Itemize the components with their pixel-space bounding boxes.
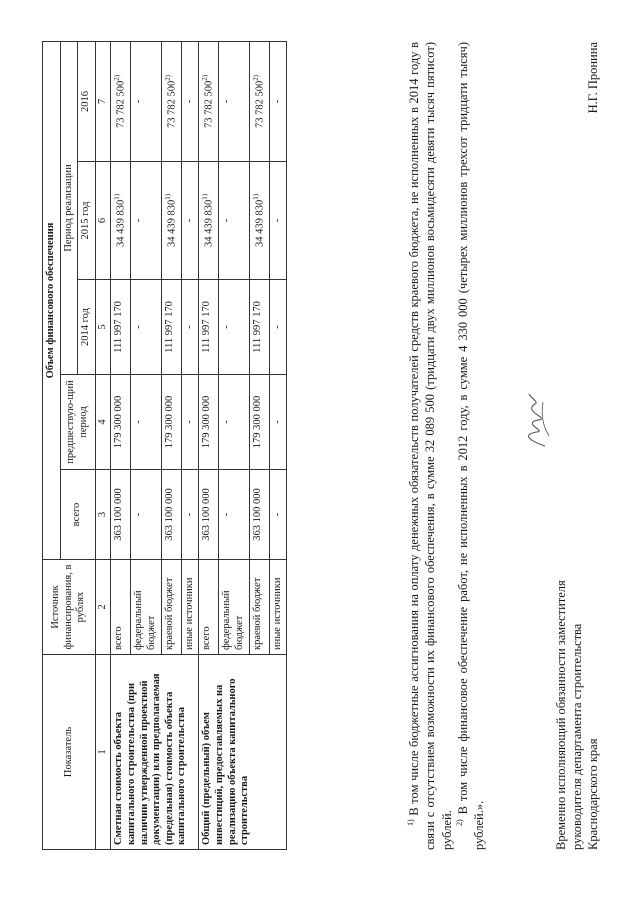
value-cell-y2014 bbox=[199, 280, 219, 375]
header-period: Период реализации bbox=[60, 41, 78, 374]
signature-block bbox=[553, 42, 601, 850]
index-cell: 1 bbox=[95, 655, 111, 850]
value-cell-previous bbox=[219, 375, 249, 470]
header-2014: 2014 год bbox=[78, 280, 96, 375]
value-cell-y2015 bbox=[199, 162, 219, 280]
footnote-mark: 2) bbox=[454, 819, 464, 826]
header-source: Источник финансирования, в рублях bbox=[43, 560, 96, 655]
value-text: - bbox=[271, 99, 283, 104]
value-text: - bbox=[183, 420, 195, 424]
header-volume: Объем финансового обеспечения bbox=[43, 41, 61, 559]
value-text: - bbox=[133, 512, 145, 517]
footnote-text: В том числе финансовое обеспечение работ, не исполненных в 2012 году, в сумме 4 330 000 (четырех миллионов трехсот тридцати тысяч) рублей.». bbox=[456, 42, 487, 850]
value-cell-y2016 bbox=[111, 41, 131, 161]
value-text: - bbox=[221, 325, 233, 329]
column-index-row bbox=[95, 41, 111, 849]
value-text: 111 997 170 bbox=[251, 301, 263, 353]
footnote-text: В том числе бюджетные ассигнования на оплату денежных обязательств получателей средств краевого бюджета, не исполненных в 2014 году в связи с отсутствием возможности их финансового обеспечения, в сумме 32 089 500 (тридцати двух миллионов восьмидесяти девяти тысяч пятисот) рублей. bbox=[407, 42, 454, 850]
value-text: 73 782 500 bbox=[254, 80, 266, 129]
footnote-ref: 1) bbox=[201, 193, 210, 200]
header-2016: 2016 bbox=[78, 41, 96, 161]
table-row bbox=[111, 41, 131, 849]
value-cell-total bbox=[249, 470, 269, 560]
footnote-ref: 1) bbox=[163, 193, 172, 200]
value-cell-y2016 bbox=[249, 41, 269, 161]
footnote-ref: 2) bbox=[251, 74, 260, 81]
index-cell: 4 bbox=[95, 375, 111, 470]
value-text: - bbox=[183, 218, 195, 223]
value-cell-y2016 bbox=[219, 41, 249, 161]
value-cell-y2015 bbox=[219, 162, 249, 280]
value-cell-y2016 bbox=[181, 41, 199, 161]
value-text: - bbox=[271, 512, 283, 517]
value-cell-y2016 bbox=[199, 41, 219, 161]
value-text: - bbox=[133, 420, 145, 424]
value-text: 34 439 830 bbox=[115, 199, 127, 248]
value-cell-total bbox=[131, 470, 161, 560]
index-cell: 3 bbox=[95, 470, 111, 560]
value-text: 179 300 000 bbox=[163, 395, 175, 449]
footnote-1 bbox=[406, 42, 455, 850]
signer-position-line: Краснодарского края bbox=[586, 738, 600, 850]
index-cell: 6 bbox=[95, 162, 111, 280]
value-cell-total bbox=[269, 470, 287, 560]
value-text: - bbox=[133, 218, 145, 223]
header-total: всего bbox=[60, 470, 95, 560]
source-cell: всего bbox=[111, 560, 131, 655]
value-cell-previous bbox=[111, 375, 131, 470]
value-text: - bbox=[221, 512, 233, 517]
value-cell-y2014 bbox=[111, 280, 131, 375]
value-text: 179 300 000 bbox=[201, 395, 213, 449]
footnote-ref: 1) bbox=[251, 193, 260, 200]
value-cell-y2014 bbox=[219, 280, 249, 375]
footnote-ref: 2) bbox=[201, 74, 210, 81]
value-text: - bbox=[183, 325, 195, 329]
header-2015: 2015 год bbox=[78, 162, 96, 280]
value-text: - bbox=[221, 99, 233, 104]
handwritten-signature bbox=[519, 390, 553, 450]
value-cell-y2014 bbox=[269, 280, 287, 375]
value-cell-total bbox=[199, 470, 219, 560]
index-cell: 5 bbox=[95, 280, 111, 375]
indicator-cell: Общий (предельный) объем инвестиций, предоставляемых на реализацию объекта капитального строительства bbox=[199, 655, 287, 850]
value-cell-y2014 bbox=[181, 280, 199, 375]
footnote-ref: 2) bbox=[163, 74, 172, 81]
value-cell-y2014 bbox=[131, 280, 161, 375]
value-text: 179 300 000 bbox=[113, 395, 125, 449]
value-text: 73 782 500 bbox=[203, 80, 215, 129]
value-cell-total bbox=[181, 470, 199, 560]
source-cell: федеральный бюджет bbox=[131, 560, 161, 655]
source-cell: иные источники bbox=[269, 560, 287, 655]
value-cell-y2014 bbox=[161, 280, 181, 375]
value-cell-total bbox=[219, 470, 249, 560]
value-text: 179 300 000 bbox=[251, 395, 263, 449]
value-text: 73 782 500 bbox=[115, 80, 127, 129]
footnotes bbox=[406, 42, 488, 850]
source-cell: иные источники bbox=[181, 560, 199, 655]
value-text: - bbox=[221, 218, 233, 223]
index-cell: 7 bbox=[95, 41, 111, 161]
value-text: - bbox=[183, 512, 195, 517]
source-cell: всего bbox=[199, 560, 219, 655]
value-cell-y2016 bbox=[131, 41, 161, 161]
value-text: 363 100 000 bbox=[113, 488, 125, 541]
value-cell-y2016 bbox=[161, 41, 181, 161]
value-cell-previous bbox=[249, 375, 269, 470]
value-text: 111 997 170 bbox=[201, 301, 213, 353]
value-cell-y2015 bbox=[249, 162, 269, 280]
indicator-cell: Сметная стоимость объекта капитального строительства (при наличии утвержденной проектной документации) или предполагаемая (предельная) стоимость объекта капитального строительства bbox=[111, 655, 199, 850]
value-cell-y2015 bbox=[131, 162, 161, 280]
value-text: 363 100 000 bbox=[163, 488, 175, 541]
signer-position-line: руководителя департамента строительства bbox=[570, 623, 584, 850]
value-text: 34 439 830 bbox=[254, 199, 266, 248]
value-text: 363 100 000 bbox=[251, 488, 263, 541]
header-previous: предшествую-щий период bbox=[60, 375, 95, 470]
signer-name: Н.Г. Пронина bbox=[586, 42, 600, 114]
table-row bbox=[199, 41, 219, 849]
value-cell-total bbox=[111, 470, 131, 560]
value-cell-y2015 bbox=[269, 162, 287, 280]
value-text: - bbox=[271, 325, 283, 329]
value-text: 111 997 170 bbox=[113, 301, 125, 353]
value-cell-y2015 bbox=[181, 162, 199, 280]
value-text: 34 439 830 bbox=[203, 199, 215, 248]
value-cell-previous bbox=[161, 375, 181, 470]
value-text: - bbox=[271, 218, 283, 223]
value-cell-previous bbox=[131, 375, 161, 470]
footnote-2 bbox=[455, 42, 488, 850]
value-cell-previous bbox=[199, 375, 219, 470]
value-text: - bbox=[221, 420, 233, 424]
header-indicator: Показатель bbox=[43, 655, 96, 850]
value-text: 34 439 830 bbox=[166, 199, 178, 248]
value-text: 73 782 500 bbox=[166, 80, 178, 129]
value-cell-previous bbox=[181, 375, 199, 470]
value-cell-y2015 bbox=[111, 162, 131, 280]
source-cell: краевой бюджет bbox=[161, 560, 181, 655]
value-cell-y2014 bbox=[249, 280, 269, 375]
value-cell-y2016 bbox=[269, 41, 287, 161]
value-text: - bbox=[271, 420, 283, 424]
value-text: - bbox=[183, 99, 195, 104]
value-text: 363 100 000 bbox=[201, 488, 213, 541]
value-cell-total bbox=[161, 470, 181, 560]
footnote-ref: 2) bbox=[113, 74, 122, 81]
footnote-ref: 1) bbox=[113, 193, 122, 200]
index-cell: 2 bbox=[95, 560, 111, 655]
source-cell: федеральный бюджет bbox=[219, 560, 249, 655]
signer-position-line: Временно исполняющий обязанности заместителя bbox=[554, 580, 568, 850]
value-text: 111 997 170 bbox=[163, 301, 175, 353]
source-cell: краевой бюджет bbox=[249, 560, 269, 655]
value-text: - bbox=[133, 325, 145, 329]
financing-table bbox=[42, 41, 287, 850]
value-cell-y2015 bbox=[161, 162, 181, 280]
value-text: - bbox=[133, 99, 145, 104]
value-cell-previous bbox=[269, 375, 287, 470]
footnote-mark: 1) bbox=[406, 819, 415, 826]
